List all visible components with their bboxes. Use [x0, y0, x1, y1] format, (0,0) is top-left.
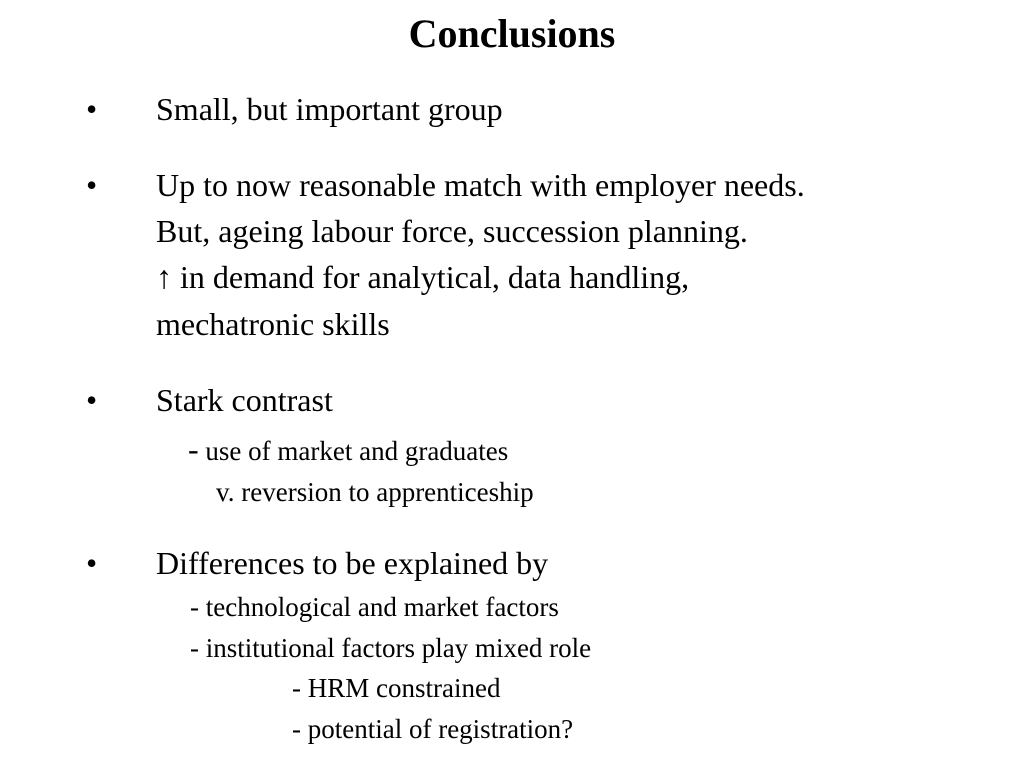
bullet-4-sub-4: - potential of registration? — [292, 714, 574, 744]
bullet-2-line-4: mechatronic skills — [156, 306, 390, 342]
bullet-2-line-2: But, ageing labour force, succession planning. — [156, 213, 748, 249]
bullet-1-line-1: Small, but important group — [156, 91, 503, 127]
bullet-4-line-1: Differences to be explained by — [156, 545, 549, 581]
bullet-marker: • — [86, 382, 98, 418]
bullet-4-sub-3: - HRM constrained — [292, 673, 501, 703]
bullet-4-sub-2: - institutional factors play mixed role — [190, 633, 592, 663]
bullet-marker: • — [86, 545, 98, 581]
sub-dash: - — [188, 431, 199, 467]
bullet-marker: • — [86, 167, 98, 203]
slide-title: Conclusions — [408, 11, 616, 56]
bullet-2-line-1: Up to now reasonable match with employer needs. — [156, 167, 805, 203]
bullet-3-sub-2: v. reversion to apprenticeship — [216, 477, 534, 507]
bullet-3-line-1: Stark contrast — [156, 382, 333, 418]
sub-text: use of market and graduates — [205, 436, 509, 466]
bullet-2-line-3: ↑ in demand for analytical, data handling, — [156, 259, 690, 295]
bullet-3-sub-1 — [188, 429, 508, 471]
bullet-4-sub-1: - technological and market factors — [190, 592, 559, 622]
bullet-marker: • — [86, 91, 98, 127]
